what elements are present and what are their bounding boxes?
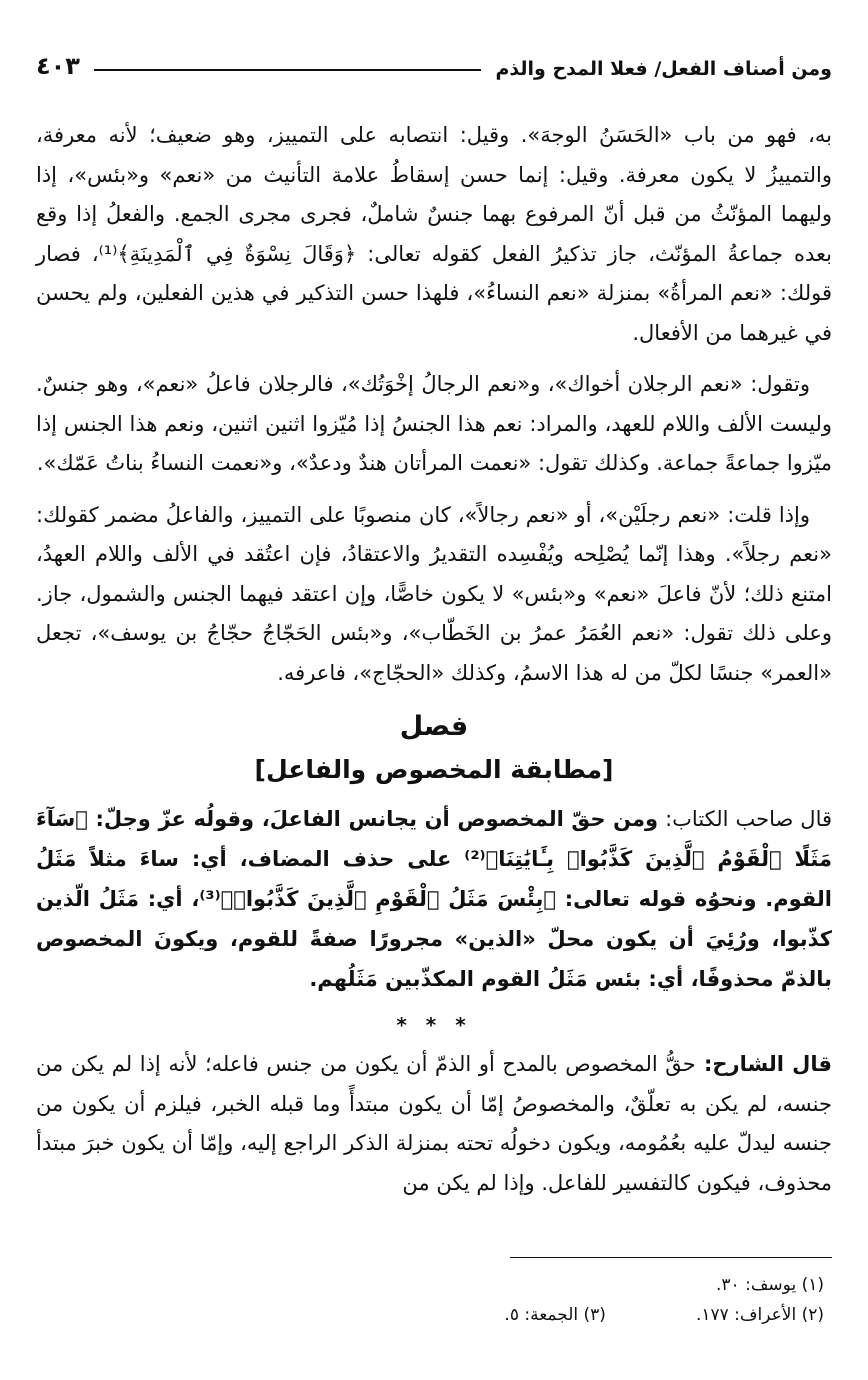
- paragraph-2: وتقول: «نعم الرجلان أخواك»، و«نعم الرجالُ إخْوَتُك»، فالرجلان فاعلُ «نعم»، وهو جنسٌ. وليست الألف واللام للعهد، والمراد: نعم هذا الجنسُ إذا مُيّزوا اثنين اثنين، ونعم هذا الجنس إذا ميّزوا جماعةً جماعة. وكذلك تقول: «نعمت المرأتان هندٌ ودعدٌ»، و«نعمت النساءُ بناتُ عَمّك».: [36, 372, 832, 475]
- commentary-label: قال الشارح:: [695, 1052, 832, 1076]
- header-rule: [94, 69, 482, 71]
- section-heading: فصل: [399, 711, 469, 742]
- section-subheading: [مطابقة المخصوص والفاعل]: [254, 755, 614, 784]
- running-header: [36, 40, 832, 80]
- book-page: [36, 40, 832, 1350]
- commentary-paragraph: [36, 1045, 832, 1203]
- commentary-text: حقُّ المخصوص بالمدح أو الذمّ أن يكون من جنس فاعله؛ لأنه إذا لم يكن من جنسه، لم يكن به تعلّقٌ، والمخصوصُ إمّا أن يكون مبتدأً وما قبله الخبر، فيلزم أن يكون من جنسه ليدلّ عليه بعُمُومه، ويكون دخولُه تحته بمنزلة الذكر الراجع إليه، وإمّا أن يكون خبرَ مبتدأ محذوف، فيكون كالتفسير للفاعل. وإذا لم يكن من: [36, 1052, 832, 1195]
- footnote-rule: [510, 1257, 832, 1258]
- footnote-3: (٣) الجمعة: ٥.: [504, 1305, 606, 1325]
- page-number: ٤٠٣: [36, 52, 80, 80]
- footnote-line-2: [124, 1300, 824, 1330]
- running-title: ومن أصناف الفعل/ فعلا المدح والذم: [495, 58, 832, 80]
- main-text: [36, 116, 832, 1203]
- footnote-line-1: [124, 1270, 824, 1300]
- footnotes: [124, 1270, 824, 1330]
- paragraph-3: وإذا قلت: «نعم رجلَيْن»، أو «نعم رجالاً»، كان منصوبًا على التمييز، والفاعلُ مضمر كقولك: «نعم رجلاً». وهذا إنّما يُصْلِحه ويُفْسِده التقديرُ والاعتقادُ، فإن اعتُقد في الألف واللام العهدُ، امتنع ذلك؛ لأنّ فاعلَ «نعم» و«بئس» لا يكون خاصًّا، وإن اعتقد فيهما الجنس والشمول، جاز. وعلى ذلك تقول: «نعم العُمَرُ عمرُ بن الخَطّاب»، و«بئس الحَجّاجُ حجّاجُ بن يوسف»، تجعل «العمر» جنسًا لكلّ من له هذا الاسمُ، وكذلك «الحجّاج»، فاعرفه.: [36, 502, 832, 685]
- author-quote: [36, 799, 832, 999]
- asterisk-separator: * * *: [396, 1013, 472, 1037]
- quote-text: ومن حقّ المخصوص أن يجانس الفاعلَ، وقولُه عزّ وجلّ: ﴿سَآءَ مَثَلًا ٱلْقَوْمُ ٱلَّذِينَ كَذَّبُوا۟ بِـَٔايَٰتِنَا﴾⁽²⁾ على حذف المضاف، أي: ساءَ مثلاً مَثَلُ القوم. ونحوُه قوله تعالى: ﴿بِئْسَ مَثَلُ ٱلْقَوْمِ ٱلَّذِينَ كَذَّبُوا۟﴾⁽³⁾، أي: مَثَلُ الّذين كذّبوا، ورُئِيَ أن يكون محلّ «الذين» مجرورًا صفةً للقوم، ويكونَ المخصوص بالذمّ محذوفًا، أي: بئس مَثَلُ القوم المكذّبين مَثَلُهم.: [36, 807, 832, 991]
- quote-intro: قال صاحب الكتاب:: [658, 807, 833, 831]
- footnote-2: (٢) الأعراف: ١٧٧.: [695, 1305, 824, 1325]
- paragraph-1: به، فهو من باب «الحَسَنُ الوجهَ». وقيل: انتصابه على التمييز، وهو ضعيف؛ لأنه معرفة، والتمييزُ لا يكون معرفة. وقيل: إنما حسن إسقاطُ علامة التأنيث من «نعم» و«بئس»، إذا وليهما المؤنّثُ من قبل أنّ المرفوع بهما جنسٌ شاملٌ، فجرى مجرى الجمع. والفعلُ إذا وقع بعده جماعةُ المؤنّث، جاز تذكيرُ الفعل كقوله تعالى: ﴿وَقَالَ نِسْوَةٌ فِي ٱلْمَدِينَةِ﴾⁽¹⁾، فصار قولك: «نعم المرأةُ» بمنزلة «نعم النساءُ»، فلهذا حسن التذكير في هذين الفعلين، ولم يحسن في غيرهما من الأفعال.: [36, 123, 833, 345]
- footnote-1: (١) يوسف: ٣٠.: [716, 1275, 824, 1295]
